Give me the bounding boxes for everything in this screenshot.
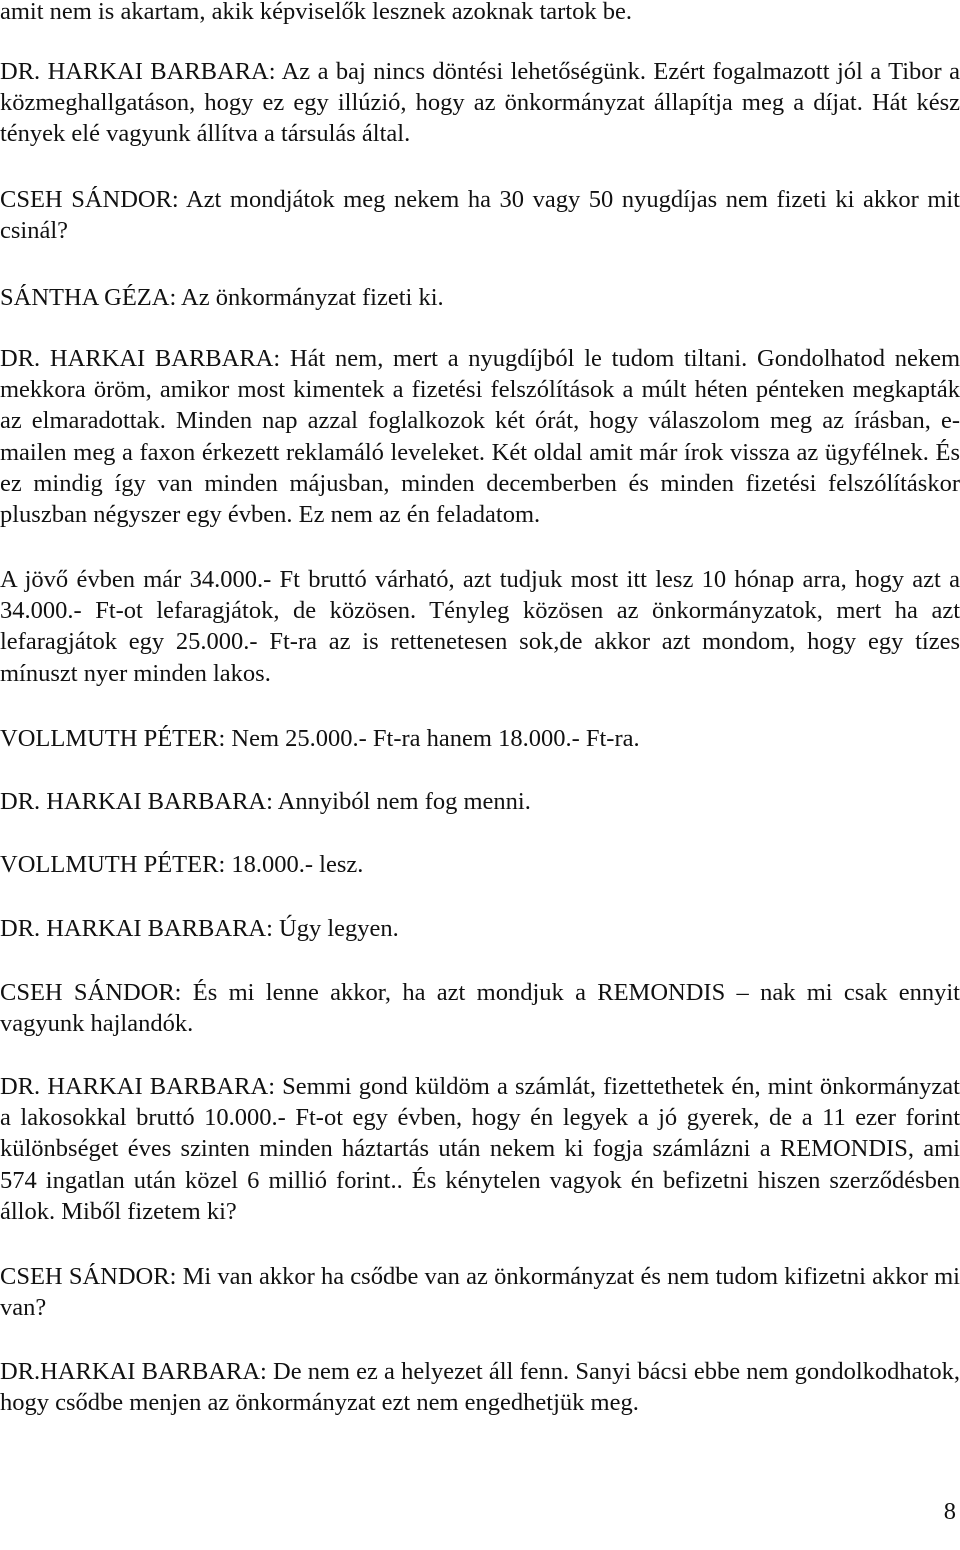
paragraph-harkai-1: DR. HARKAI BARBARA: Az a baj nincs döntési lehetőségünk. Ezért fogalmazott jól a Tibor a közmeghallgatáson, hogy ez egy illúzió, hogy az önkormányzat állapítja meg a díjat. Hát kész tények elé vagyunk állítva a társulás által. [0, 58, 960, 148]
paragraph-harkai-6: DR.HARKAI BARBARA: De nem ez a helyezet áll fenn. Sanyi bácsi ebbe nem gondolkodhatok, hogy csődbe menjen az önkormányzat ezt nem engedhetjük meg. [0, 1358, 960, 1417]
paragraph-vollmuth-1: VOLLMUTH PÉTER: Nem 25.000.- Ft-ra hanem 18.000.- Ft-ra. [0, 725, 640, 752]
paragraph-cseh-3: CSEH SÁNDOR: Mi van akkor ha csődbe van az önkormányzat és nem tudom kifizetni akkor mi van? [0, 1263, 960, 1322]
paragraph-harkai-3: DR. HARKAI BARBARA: Annyiból nem fog menni. [0, 788, 531, 815]
paragraph-cseh-2: CSEH SÁNDOR: És mi lenne akkor, ha azt mondjuk a REMONDIS – nak mi csak ennyit vagyunk hajlandók. [0, 979, 960, 1038]
paragraph-harkai-2-cont: A jövő évben már 34.000.- Ft bruttó várható, azt tudjuk most itt lesz 10 hónap arra, hogy azt a 34.000.- Ft-ot lefaragjátok, de közösen. Tényleg közösen az önkormányzatok, mert ha azt lefaragjátok egy 25.000.- Ft-ra az is rettenetesen sok,de akkor azt mondom, hogy egy tízes mínuszt nyer minden lakos. [0, 566, 960, 687]
paragraph-cseh-1: CSEH SÁNDOR: Azt mondjátok meg nekem ha 30 vagy 50 nyugdíjas nem fizeti ki akkor mit csinál? [0, 186, 960, 245]
paragraph-harkai-4: DR. HARKAI BARBARA: Úgy legyen. [0, 915, 399, 942]
paragraph-continuation: amit nem is akartam, akik képviselők lesznek azoknak tartok be. [0, 0, 633, 25]
paragraph-harkai-5: DR. HARKAI BARBARA: Semmi gond küldöm a számlát, fizettethetek én, mint önkormányzat a lakosokkal bruttó 10.000.- Ft-ot egy évben, hogy én legyek a jó gyerek, de a 11 ezer forint különbséget éves szinten minden háztartás után nekem ki fogja számlázni a REMONDIS, ami 574 ingatlan után közel 6 millió forint.. És kénytelen vagyok én befizetni hiszen szerződésben állok. Miből fizetem ki? [0, 1073, 960, 1225]
paragraph-santha-1: SÁNTHA GÉZA: Az önkormányzat fizeti ki. [0, 284, 444, 311]
paragraph-harkai-2: DR. HARKAI BARBARA: Hát nem, mert a nyugdíjból le tudom tiltani. Gondolhatod nekem mekkora öröm, amikor most kimentek a fizetési felszólítások a múlt héten pénteken megkapták az elmaradottak. Minden nap azzal foglalkozok két órát, hogy válaszolom meg az írásban, e-mailen meg a faxon érkezett reklamáló leveleket. Két oldal amit már írok vissza az ügyfélnek. És ez mindig így van minden májusban, minden decemberben és minden fizetési felszólításkor pluszban négyszer egy évben. Ez nem az én feladatom. [0, 345, 960, 529]
paragraph-vollmuth-2: VOLLMUTH PÉTER: 18.000.- lesz. [0, 851, 364, 878]
page-number: 8 [943, 1498, 956, 1525]
